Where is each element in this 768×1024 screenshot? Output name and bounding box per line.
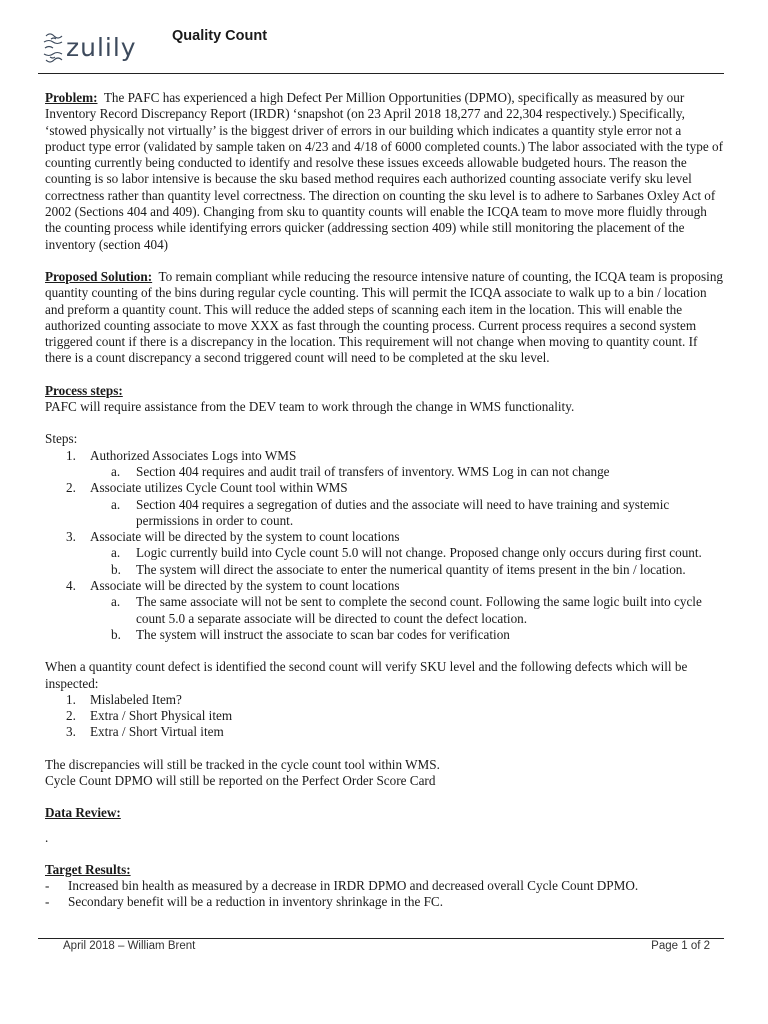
step-item: 1. Authorized Associates Logs into WMS <box>66 447 297 463</box>
defect-item: 1. Mislabeled Item? <box>66 691 182 707</box>
target-results-list <box>45 878 723 911</box>
solution-text: To remain compliant while reducing the resource intensive nature of counting, the ICQA team is proposing quantity counting of the bins during regular cycle counting. This will permit the ICQA associate to walk up to a bin / location and preform a quantity count. This will reduce the added steps of scanning each item in the location. This will enable the authorized counting associate to move XXX as fast through the counting process. Current process requires a second system triggered count if there is a discrepancy in the location. This requirement will not change when moving to quantity count. If there is a count discrepancy a second triggered count will need to be completed at the sku level. <box>45 268 724 366</box>
substep-item: b. The system will instruct the associate to scan bar codes for verification <box>111 626 510 642</box>
substep-item: b. The system will direct the associate to enter the numerical quantity of items present in the bin / location. <box>111 561 686 577</box>
process-label: Process steps: <box>45 382 123 398</box>
substep-item: a. Section 404 requires a segregation of duties and the associate will need to have training and systemic permissions in order to count. <box>111 496 670 528</box>
defect-item: 2. Extra / Short Physical item <box>66 708 233 724</box>
footer-page-number: Page 1 of 2 <box>651 940 710 952</box>
target-result-item: - Increased bin health as measured by a decrease in IRDR DPMO and decreased overall Cycle Count DPMO. <box>45 878 639 894</box>
target-results-label: Target Results: <box>45 861 131 877</box>
problem-label: Problem: <box>45 90 98 105</box>
tracking-line-1: The discrepancies will still be tracked in the cycle count tool within WMS. <box>45 756 440 772</box>
zulily-logo-icon <box>42 28 160 68</box>
svg-text:zulily: zulily <box>66 33 137 62</box>
data-review-label: Data Review: <box>45 805 121 821</box>
target-result-item: - Secondary benefit will be a reduction in inventory shrinkage in the FC. <box>45 894 444 910</box>
substep-item: a. The same associate will not be sent to complete the second count. Following the same logic built into cycle count 5.0 a separate associate will be directed to count the defect location. <box>111 594 702 626</box>
defect-item: 3. Extra / Short Virtual item <box>66 724 224 740</box>
footer-author-date: April 2018 – William Brent <box>63 940 196 952</box>
defects-intro: When a quantity count defect is identified the second count will verify SKU level and the following defects which will be inspected: <box>45 659 688 691</box>
step-item: 3. Associate will be directed by the system to count locations <box>66 529 400 545</box>
steps-label: Steps: <box>45 431 78 447</box>
zulily-logo <box>42 28 160 68</box>
data-review-text: . <box>45 829 49 845</box>
solution-paragraph <box>45 269 723 367</box>
document-body <box>45 90 723 911</box>
problem-paragraph <box>45 90 723 253</box>
step-item: 2. Associate utilizes Cycle Count tool within WMS <box>66 480 348 496</box>
tracking-line-2: Cycle Count DPMO will still be reported on the Perfect Order Score Card <box>45 772 436 788</box>
document-header <box>38 24 728 70</box>
substep-item: a. Logic currently build into Cycle count 5.0 will not change. Proposed change only occurs during first count. <box>111 545 702 561</box>
substep-item: a. Section 404 requires and audit trail of transfers of inventory. WMS Log in can not change <box>111 463 610 479</box>
document-title: Quality Count <box>172 28 268 44</box>
problem-text: The PAFC has experienced a high Defect Per Million Opportunities (DPMO), specifically as measured by our Inventory Record Discrepancy Report (IRDR) ‘snapshot (on 23 April 2018 18,277 and 22,304 respectively.) Specifically, ‘stowed physically not virtually’ is the biggest driver of errors in our building which indicates a quantity style error not a product type error (validated by sample taken on 4/23 and 4/18 of 6000 completed counts.) The labor associated with the type of counting currently being conducted to identify and resolve these issues exceeds allowable budgeted hours. The reason the counting is so labor intensive is because the sku based method requires each authorized counting associate verify sku level correctness rather than quantity level correctness. The direction on counting the sku level is to adhere to Sarbanes Oxley Act of 2002 (Sections 404 and 409). Changing from sku to quantity counts will enable the ICQA team to move more fluidly through the counting process while identifying errors quicker (addressing section 409) while still monitoring the placement of the inventory (section 404) <box>45 90 723 252</box>
process-intro: PAFC will require assistance from the DEV team to work through the change in WMS functionality. <box>45 399 575 415</box>
footer-divider <box>38 938 724 939</box>
header-divider <box>38 73 724 74</box>
steps-list <box>45 448 723 644</box>
step-item: 4. Associate will be directed by the system to count locations <box>66 578 400 594</box>
defects-list <box>45 692 723 741</box>
solution-label: Proposed Solution: <box>45 268 153 284</box>
